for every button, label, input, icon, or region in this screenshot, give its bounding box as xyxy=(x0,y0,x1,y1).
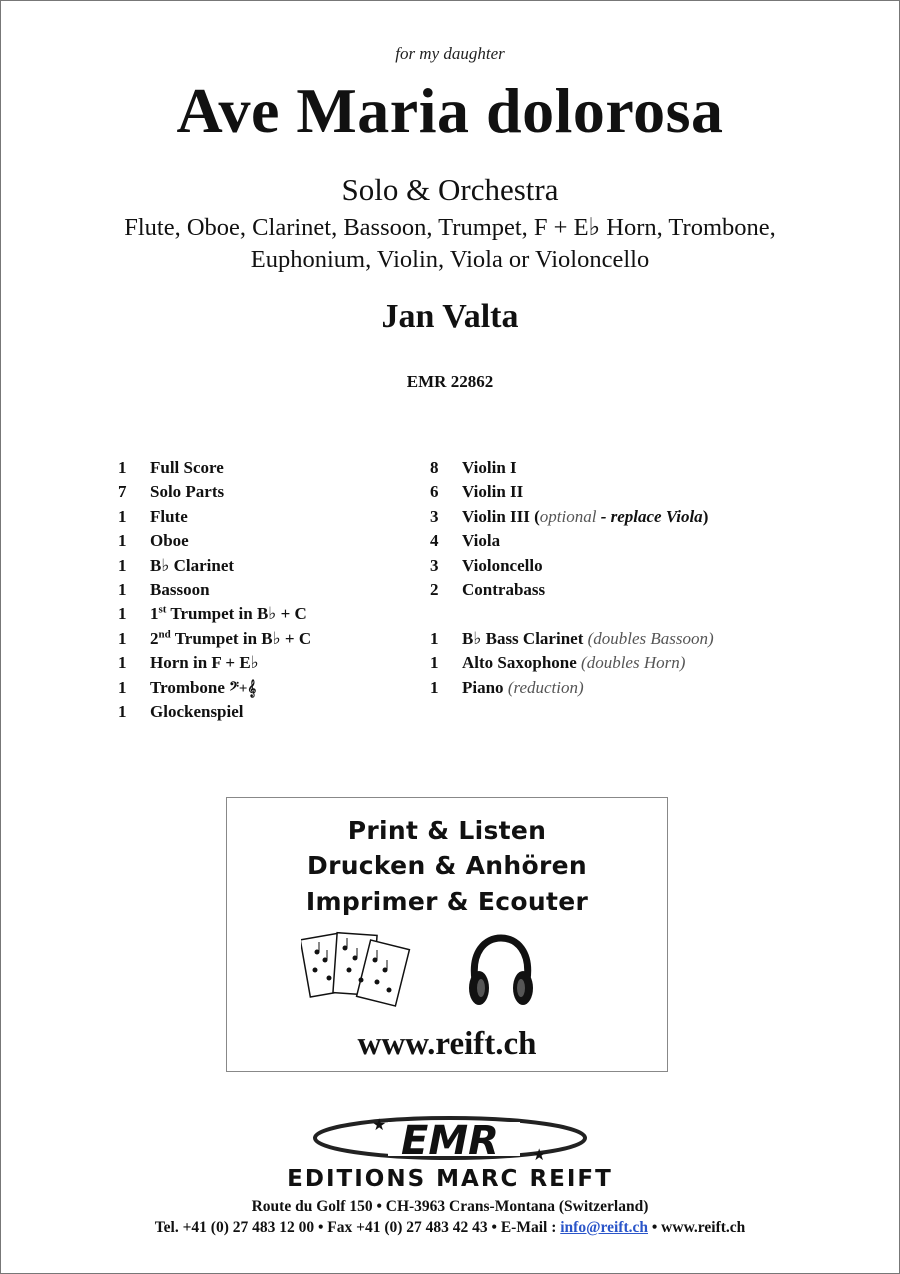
part-row: 1 Flute xyxy=(118,506,188,526)
part-row: 1 Trombone 𝄢+𝄞 xyxy=(118,677,257,697)
part-row: 1 1st Trumpet in B♭ + C xyxy=(118,603,307,624)
part-row: 1 Horn in F + E♭ xyxy=(118,653,259,673)
part-row: 2 Contrabass xyxy=(430,579,546,599)
part-row: 3 Violin III (optional - replace Viola) xyxy=(430,506,709,526)
publisher-address: Route du Golf 150 • CH-3963 Crans-Montana (Switzerland) xyxy=(251,1198,649,1215)
instrumentation-line-2: Euphonium, Violin, Viola or Violoncello xyxy=(250,246,650,273)
part-row: 8 Violin I xyxy=(430,458,517,477)
part-row: 6 Violin II xyxy=(430,482,524,502)
part-row: 1 B♭ Bass Clarinet (doubles Bassoon) xyxy=(430,628,714,648)
parts-list-left xyxy=(118,456,311,724)
composer: Jan Valta xyxy=(381,298,519,335)
subtitle: Solo & Orchestra xyxy=(341,172,559,207)
publisher-name: EDITIONS MARC REIFT xyxy=(287,1166,613,1192)
instrumentation-line-1: Flute, Oboe, Clarinet, Bassoon, Trumpet, F + E♭ Horn, Trombone, xyxy=(124,214,776,241)
dedication: for my daughter xyxy=(395,44,505,63)
clef-icon: 𝄢+𝄞 xyxy=(229,680,257,697)
promo-url[interactable]: www.reift.ch xyxy=(357,1026,537,1062)
headphones-icon xyxy=(465,932,537,1010)
parts-list-right xyxy=(430,456,714,700)
sheet-music-icon xyxy=(301,930,411,1010)
part-row: 1 Full Score xyxy=(118,458,224,477)
publisher-contact: Tel. +41 (0) 27 483 12 00 • Fax +41 (0) 27 483 42 43 • E-Mail : info@reift.ch • www.reift.ch xyxy=(154,1219,746,1236)
promo-line-en: Print & Listen xyxy=(347,816,547,845)
logo-text: EMR xyxy=(401,1118,499,1164)
page-title: Ave Maria dolorosa xyxy=(176,75,724,146)
star-icon: ★ xyxy=(372,1117,387,1134)
part-row: 1 Glockenspiel xyxy=(118,701,244,721)
part-row: 1 Alto Saxophone (doubles Horn) xyxy=(430,653,686,673)
part-row: 1 B♭ Clarinet xyxy=(118,555,235,575)
promo-line-de: Drucken & Anhören xyxy=(307,851,587,880)
part-row: 1 2nd Trumpet in B♭ + C xyxy=(118,628,312,648)
part-row: 1 Piano (reduction) xyxy=(430,677,584,697)
promo-line-fr: Imprimer & Ecouter xyxy=(305,887,589,916)
print-listen-box xyxy=(226,797,668,1072)
star-icon: ★ xyxy=(532,1147,547,1164)
part-row: 1 Oboe xyxy=(118,531,189,551)
email-link[interactable]: info@reift.ch xyxy=(560,1219,648,1236)
part-row: 3 Violoncello xyxy=(430,555,543,575)
part-row: 7 Solo Parts xyxy=(118,482,225,502)
catalog-number: EMR 22862 xyxy=(406,372,494,391)
part-row: 1 Bassoon xyxy=(118,579,210,599)
emr-logo xyxy=(300,1108,600,1168)
part-row: 4 Viola xyxy=(430,531,501,551)
